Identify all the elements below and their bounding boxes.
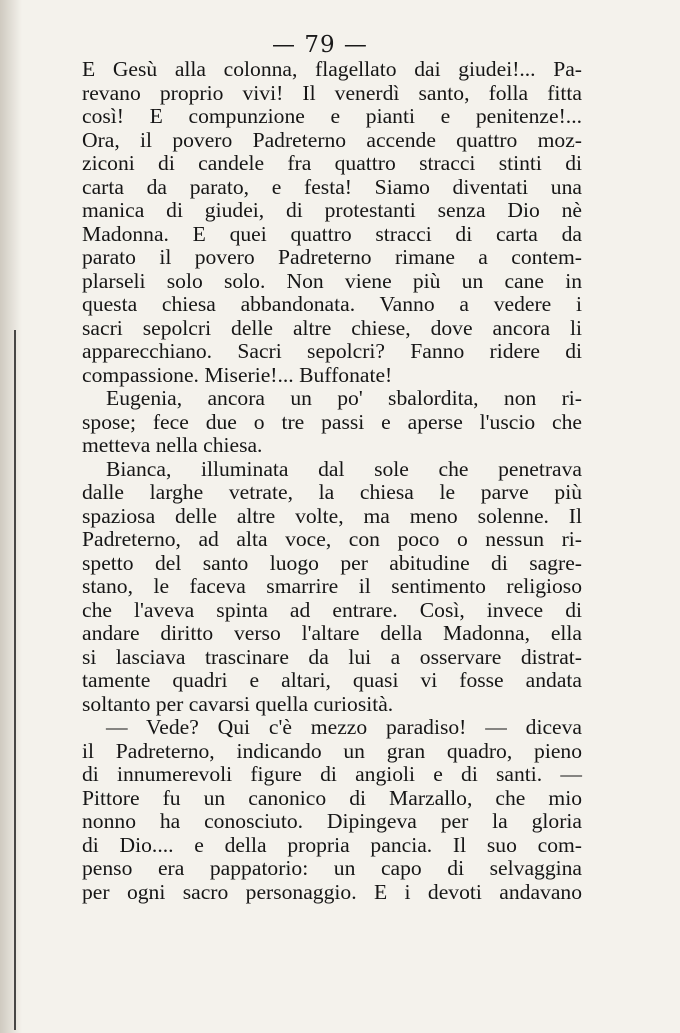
- text-line: Pittore fu un canonico di Marzallo, che mio: [82, 785, 582, 810]
- text-line: di Dio.... e della propria pancia. Il suo com-: [82, 832, 582, 857]
- text-line: così! E compunzione e pianti e penitenze!...: [82, 104, 582, 128]
- text-line: ziconi di candele fra quattro stracci stinti di: [82, 151, 582, 175]
- text-line: tamente quadri e altari, quasi vi fosse andata: [82, 668, 582, 692]
- binding-edge-line: [14, 330, 16, 1030]
- text-line: questa chiesa abbandonata. Vanno a vedere i: [82, 292, 582, 316]
- text-line: — Vede? Qui c'è mezzo paradiso! — diceva: [106, 715, 582, 739]
- text-line: Bianca, illuminata dal sole che penetrava: [106, 456, 582, 481]
- text-line: sacri sepolcri delle altre chiese, dove ancora li: [82, 315, 582, 340]
- text-line: dalle larghe vetrate, la chiesa le parve più: [82, 480, 582, 504]
- text-line: apparecchiano. Sacri sepolcri? Fanno ridere di: [82, 339, 582, 363]
- text-line: spaziosa delle altre volte, ma meno solenne. Il: [82, 503, 582, 528]
- text-line: Madonna. E quei quattro stracci di carta da: [82, 221, 582, 246]
- text-line: di innumerevoli figure di angioli e di santi. —: [82, 762, 582, 786]
- text-line: parato il povero Padreterno rimane a contem-: [82, 245, 582, 269]
- text-line: soltanto per cavarsi quella curiosità.: [82, 691, 394, 716]
- spine-shadow: [0, 0, 22, 1033]
- body-text: [82, 58, 582, 904]
- text-line: compassione. Miserie!... Buffonate!: [82, 362, 393, 387]
- text-line: carta da parato, e festa! Siamo diventati una: [82, 174, 582, 199]
- page-number: — 79 —: [272, 32, 368, 58]
- text-line: si lasciava trascinare da lui a osservare distrat-: [82, 644, 582, 669]
- text-line: il Padreterno, indicando un gran quadro, pieno: [82, 738, 582, 763]
- text-line: andare diritto verso l'altare della Madonna, ella: [82, 621, 582, 645]
- text-line: Ora, il povero Padreterno accende quattro moz-: [82, 127, 582, 152]
- text-line: penso era pappatorio: un capo di selvaggina: [82, 856, 582, 880]
- text-line: per ogni sacro personaggio. E i devoti andavano: [82, 879, 582, 904]
- text-line: manica di giudei, di protestanti senza Dio nè: [82, 198, 582, 222]
- text-line: Eugenia, ancora un po' sbalordita, non ri-: [106, 386, 582, 410]
- text-line: metteva nella chiesa.: [82, 433, 263, 457]
- text-line: spetto del santo luogo per abitudine di sagre-: [82, 550, 582, 575]
- text-line: spose; fece due o tre passi e aperse l'uscio che: [82, 409, 582, 434]
- text-line: stano, le faceva smarrire il sentimento religioso: [82, 574, 582, 598]
- text-line: che l'aveva spinta ad entrare. Così, invece di: [82, 597, 582, 622]
- text-line: Padreterno, ad alta voce, con poco o nessun ri-: [82, 527, 582, 551]
- text-line: plarseli solo solo. Non viene più un cane in: [82, 268, 582, 293]
- text-line: revano proprio vivi! Il venerdì santo, folla fitta: [82, 80, 582, 105]
- text-line: nonno ha conosciuto. Dipingeva per la gloria: [82, 809, 582, 833]
- text-line: E Gesù alla colonna, flagellato dai giudei!... Pa-: [82, 57, 582, 81]
